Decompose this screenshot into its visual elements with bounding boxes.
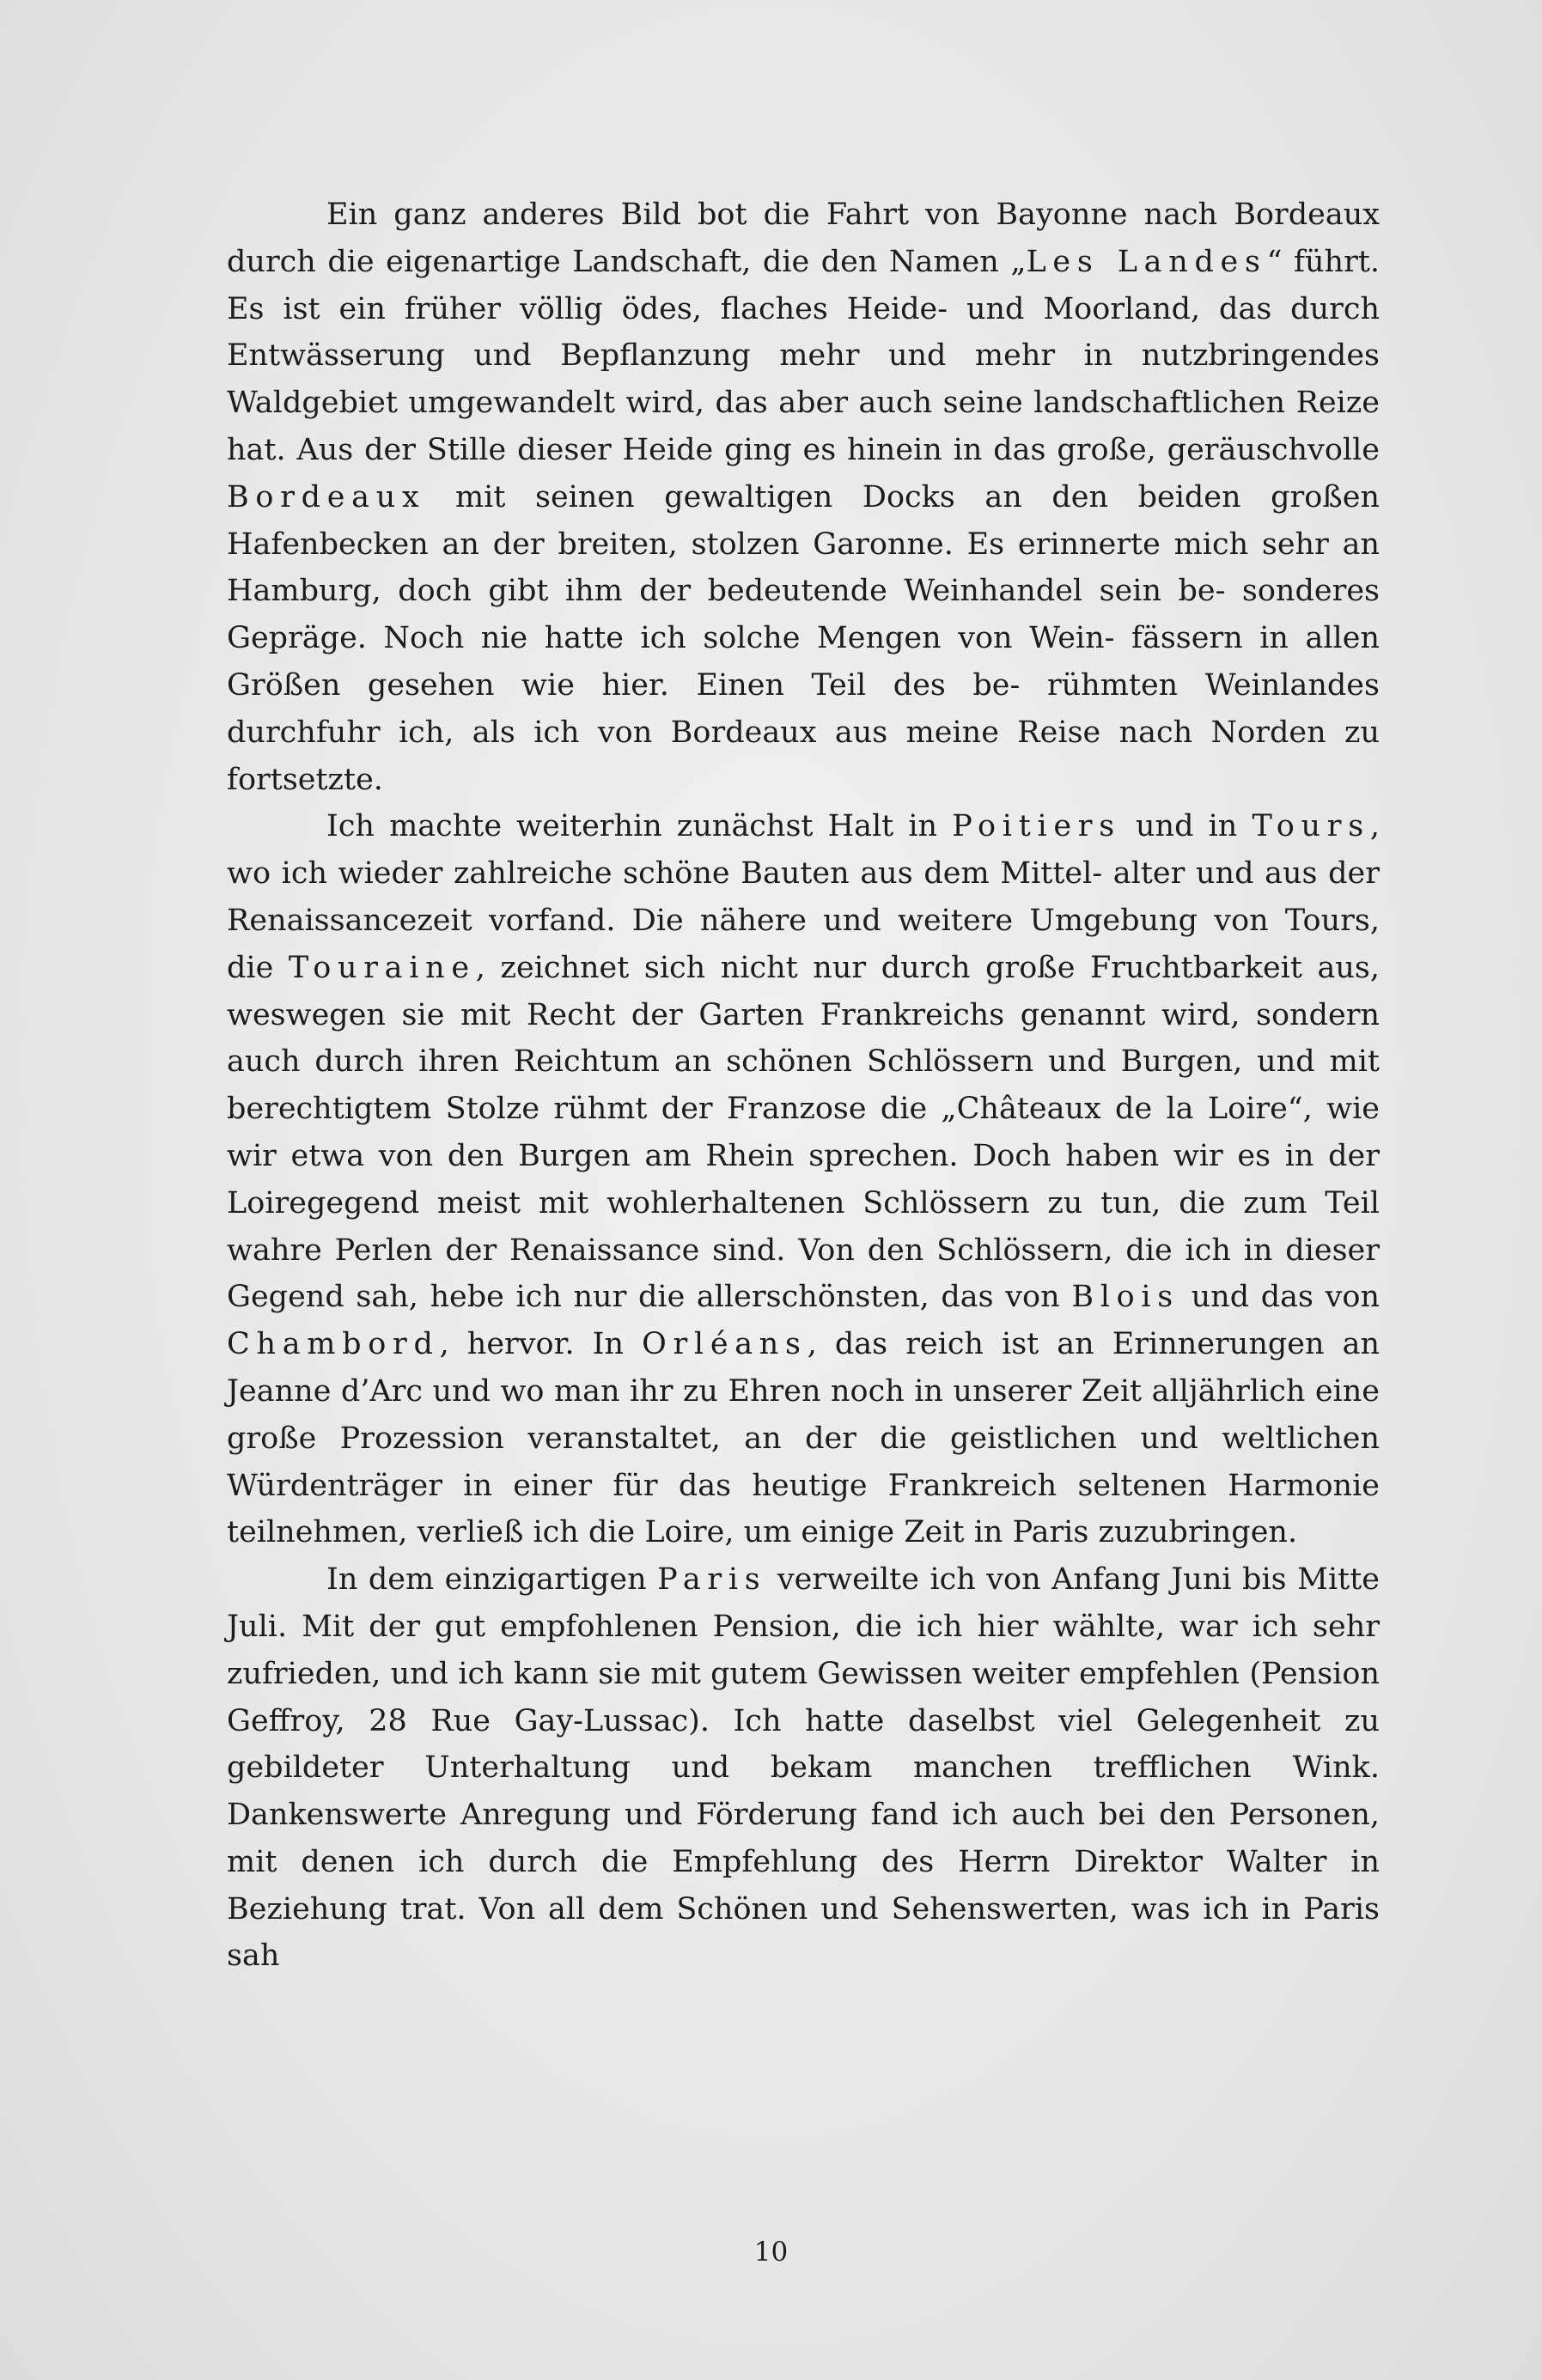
p2-spaced-chambord: Chambord <box>227 1327 440 1362</box>
paragraph-3 <box>227 1556 1380 1980</box>
p3-spaced-paris: Paris <box>657 1562 767 1598</box>
paragraph-1 <box>227 192 1380 803</box>
p1-spaced-les-landes: Les Landes <box>1026 244 1267 279</box>
p1-seg-2: “ führt. Es ist ein früher völlig ödes, flaches Heide- und Moorland, das durch Entwässerung und Bepflanzung mehr und mehr in nutzbringendes Waldgebiet umgewandelt wird, das aber auch seine landschaftlichen Reize hat. Aus der Stille dieser Heide ging es hinein in das große, geräuschvolle <box>227 244 1380 467</box>
p2-seg-0: Ich machte weiterhin zunächst Halt in <box>326 809 953 844</box>
p2-spaced-blois: Blois <box>1071 1280 1179 1315</box>
p2-spaced-poitiers: Poitiers <box>952 809 1121 844</box>
page-number: 10 <box>753 2237 789 2267</box>
p2-spaced-orleans: Orléans <box>642 1327 808 1362</box>
p2-spaced-tours: Tours <box>1252 809 1370 844</box>
p1-spaced-bordeaux: Bordeaux <box>227 479 426 514</box>
p1-seg-4: mit seinen gewaltigen Docks an den beiden großen Hafenbecken an der breiten, stolzen Garonne. Es erinnerte mich sehr an Hamburg, doch gibt ihm der bedeutende Weinhandel sein be- sonderes Gepräge. Noch nie hatte ich solche Mengen von Wein- fässern in allen Größen gesehen wie hier. Einen Teil des be- rühmten Weinlandes durchfuhr ich, als ich von Bordeaux aus meine Reise nach Norden zu fortsetzte. <box>227 479 1380 797</box>
p2-seg-2: und in <box>1120 809 1252 844</box>
p2-seg-10: , hervor. In <box>439 1327 643 1362</box>
p2-seg-8: und das von <box>1179 1280 1380 1315</box>
p3-seg-2: verweilte ich von Anfang Juni bis Mitte Juli. Mit der gut empfohlenen Pension, die ich hier wählte, war ich sehr zufrieden, und ich kann sie mit gutem Gewissen weiter empfehlen (Pension Geffroy, 28 Rue Gay-Lussac). Ich hatte daselbst viel Gelegenheit zu gebildeter Unterhaltung und bekam manchen trefflichen Wink. Dankenswerte Anregung und Förderung fand ich auch bei den Personen, mit denen ich durch die Empfehlung des Herrn Direktor Walter in Beziehung trat. Von all dem Schönen und Sehenswerten, was ich in Paris sah <box>227 1562 1380 1974</box>
p2-seg-6: , zeichnet sich nicht nur durch große Fruchtbarkeit aus, weswegen sie mit Recht der Garten Frankreichs genannt wird, sondern auch durch ihren Reichtum an schönen Schlössern und Burgen, und mit berechtigtem Stolze rühmt der Franzose die „Châteaux de la Loire“, wie wir etwa von den Burgen am Rhein sprechen. Doch haben wir es in der Loiregegend meist mit wohlerhaltenen Schlössern zu tun, die zum Teil wahre Perlen der Renaissance sind. Von den Schlössern, die ich in dieser Gegend sah, hebe ich nur die allerschönsten, das von <box>227 950 1380 1315</box>
p2-spaced-touraine: Touraine <box>288 950 476 985</box>
body-text <box>227 192 1380 1980</box>
paragraph-2 <box>227 803 1380 1556</box>
p3-seg-0: In dem einzigartigen <box>326 1562 658 1598</box>
p2-seg-4: , wo ich wieder zahlreiche schöne Bauten aus dem Mittel- alter und aus der Renaissancezeit vorfand. Die nähere und weitere Umgebung von Tours, die <box>227 809 1380 985</box>
p2-seg-12: , das reich ist an Erinnerungen an Jeanne d’Arc und wo man ihr zu Ehren noch in unserer Zeit alljährlich eine große Prozession veranstaltet, an der die geistlichen und weltlichen Würdenträger in einer für das heutige Frankreich seltenen Harmonie teilnehmen, verließ ich die Loire, um einige Zeit in Paris zuzubringen. <box>227 1327 1380 1550</box>
p1-seg-0: Ein ganz anderes Bild bot die Fahrt von Bayonne nach Bordeaux durch die eigenartige Landschaft, die den Namen „ <box>227 198 1380 279</box>
